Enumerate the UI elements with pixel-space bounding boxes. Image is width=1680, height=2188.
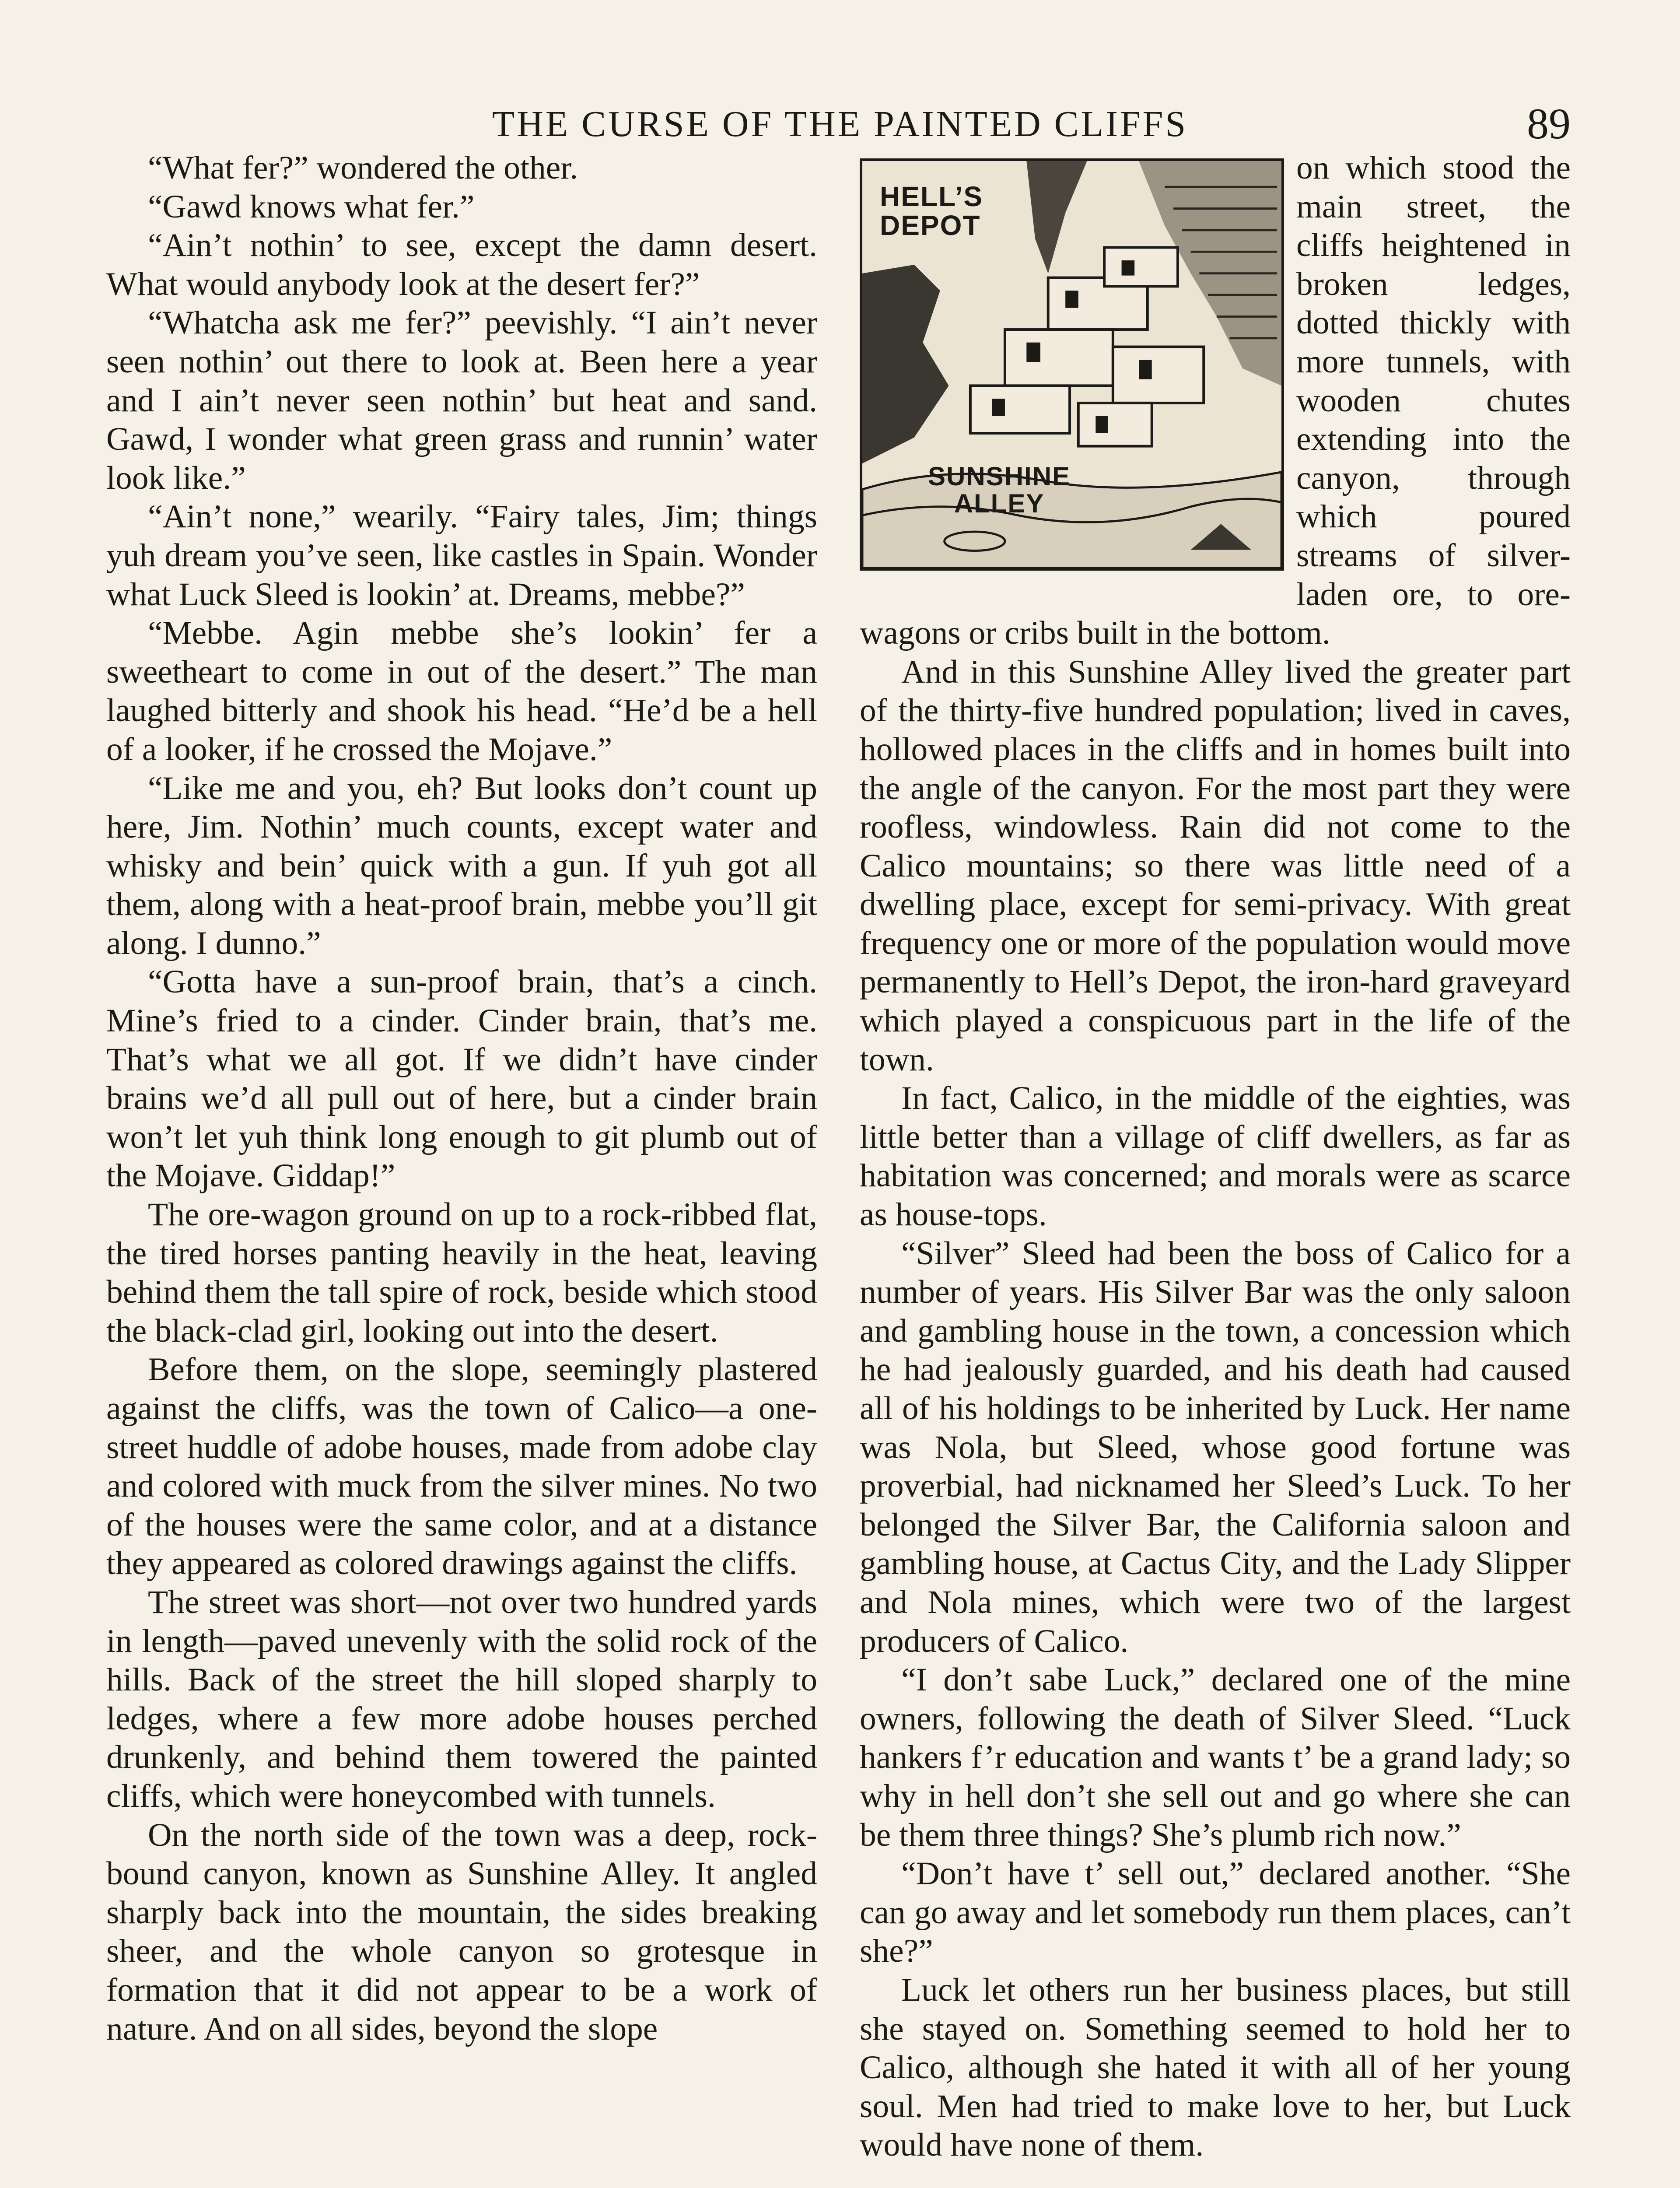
page-header	[0, 98, 1680, 155]
paragraph: “Gawd knows what fer.”	[148, 188, 475, 225]
sunshine-alley-label: SUNSHINE ALLEY	[928, 462, 1071, 518]
left-column	[106, 149, 817, 2048]
paragraph: “Ain’t none,” wearily. “Fairy tales, Jim; things yuh dream you’ve seen, like castles in Spain. Wonder what Luck Sleed is lookin’ at. Dreams, mebbe?”	[106, 498, 817, 613]
right-column	[860, 149, 1571, 2165]
paragraph: “Mebbe. Agin mebbe she’s lookin’ fer a sweetheart to come in out of the desert.” The man laughed bitterly and shook his head. “He’d be a hell of a looker, if he crossed the Mojave.”	[106, 615, 817, 768]
right-column-intro: on which stood the main street, the cliffs heightened in broken ledges, dotted thickly with more tunnels, with wooden chutes extending into the canyon, through which poured streams of silver-laden ore, to ore-wagons or cribs built in the bottom.	[860, 150, 1571, 652]
paragraph: “Whatcha ask me fer?” peevishly. “I ain’t never seen nothin’ out there to look at. Been here a year and I ain’t never seen nothin’ but heat and sand. Gawd, I wonder what green grass and runnin’ water look like.”	[106, 305, 817, 496]
paragraph: The street was short—not over two hundred yards in length—paved unevenly with the solid rock of the hills. Back of the street the hill sloped sharply to ledges, where a few more adobe houses perched drunkenly, and behind them towered the painted cliffs, which were honeycombed with tunnels.	[106, 1584, 817, 1814]
paragraph: “Ain’t nothin’ to see, except the damn desert. What would anybody look at the desert fer?”	[106, 227, 817, 302]
running-title: THE CURSE OF THE PAINTED CLIFFS	[492, 104, 1188, 144]
page-number: 89	[1527, 99, 1571, 148]
paragraph: Luck let others run her business places, but still she stayed on. Something seemed to hold her to Calico, although she hated it with all of her young soul. Men had tried to make love to her, but Luck would have none of them.	[860, 1971, 1571, 2163]
paragraph: On the north side of the town was a deep, rock-bound canyon, known as Sunshine Alley. It angled sharply back into the mountain, the sides breaking sheer, and the whole canyon so grotesque in formation that it did not appear to be a work of nature. And on all sides, beyond the slope	[106, 1816, 817, 2047]
sunshine-alley-illustration	[860, 158, 1284, 571]
paragraph: “Gotta have a sun-proof brain, that’s a cinch. Mine’s fried to a cinder. Cinder brain, that’s me. That’s what we all got. If we didn’t have cinder brains we’d all pull out of here, but a cinder brain won’t let yuh think long enough to git plumb out of the Mojave. Giddap!”	[106, 964, 817, 1194]
paragraph: In fact, Calico, in the middle of the eighties, was little better than a village of cliff dwellers, as far as habitation was concerned; and morals were as scarce as house-tops.	[860, 1080, 1571, 1233]
paragraph: The ore-wagon ground on up to a rock-ribbed flat, the tired horses panting heavily in the heat, leaving behind them the tall spire of rock, beside which stood the black-clad girl, looking out into the desert.	[106, 1196, 817, 1349]
paragraph: And in this Sunshine Alley lived the greater part of the thirty-five hundred population; lived in caves, hollowed places in the cliffs and in homes built into the angle of the canyon. For the most part they were roofless, windowless. Rain did not come to the Calico mountains; so there was little need of a dwelling place, except for semi-privacy. With great frequency one or more of the population would move permanently to Hell’s Depot, the iron-hard graveyard which played a conspicuous part in the life of the town.	[860, 653, 1571, 1078]
paragraph: Before them, on the slope, seemingly plastered against the cliffs, was the town of Calico—a one-street huddle of adobe houses, made from adobe clay and colored with muck from the silver mines. No two of the houses were the same color, and at a distance they appeared as colored drawings against the cliffs.	[106, 1351, 817, 1582]
paragraph: “What fer?” wondered the other.	[148, 150, 578, 186]
hells-depot-label: HELL’S DEPOT	[880, 181, 984, 241]
paragraph: “Like me and you, eh? But looks don’t count up here, Jim. Nothin’ much counts, except water and whisky and bein’ quick with a gun. If yuh got all them, along with a heat-proof brain, mebbe you’ll git along. I dunno.”	[106, 770, 817, 961]
paragraph: “Silver” Sleed had been the boss of Calico for a number of years. His Silver Bar was the only saloon and gambling house in the town, a concession which he had jealously guarded, and his death had caused all of his holdings to be inherited by Luck. Her name was Nola, but Sleed, whose good fortune was proverbial, had nicknamed her Sleed’s Luck. To her belonged the Silver Bar, the California saloon and gambling house, at Cactus City, and the Lady Slipper and Nola mines, which were two of the largest producers of Calico.	[860, 1235, 1571, 1659]
paragraph: “Don’t have t’ sell out,” declared another. “She can go away and let somebody run them places, can’t she?”	[860, 1855, 1571, 1970]
paragraph: “I don’t sabe Luck,” declared one of the mine owners, following the death of Silver Sleed. “Luck hankers f’r education and wants t’ be a grand lady; so why in hell don’t she sell out and go where she can be them three things? She’s plumb rich now.”	[860, 1662, 1571, 1853]
